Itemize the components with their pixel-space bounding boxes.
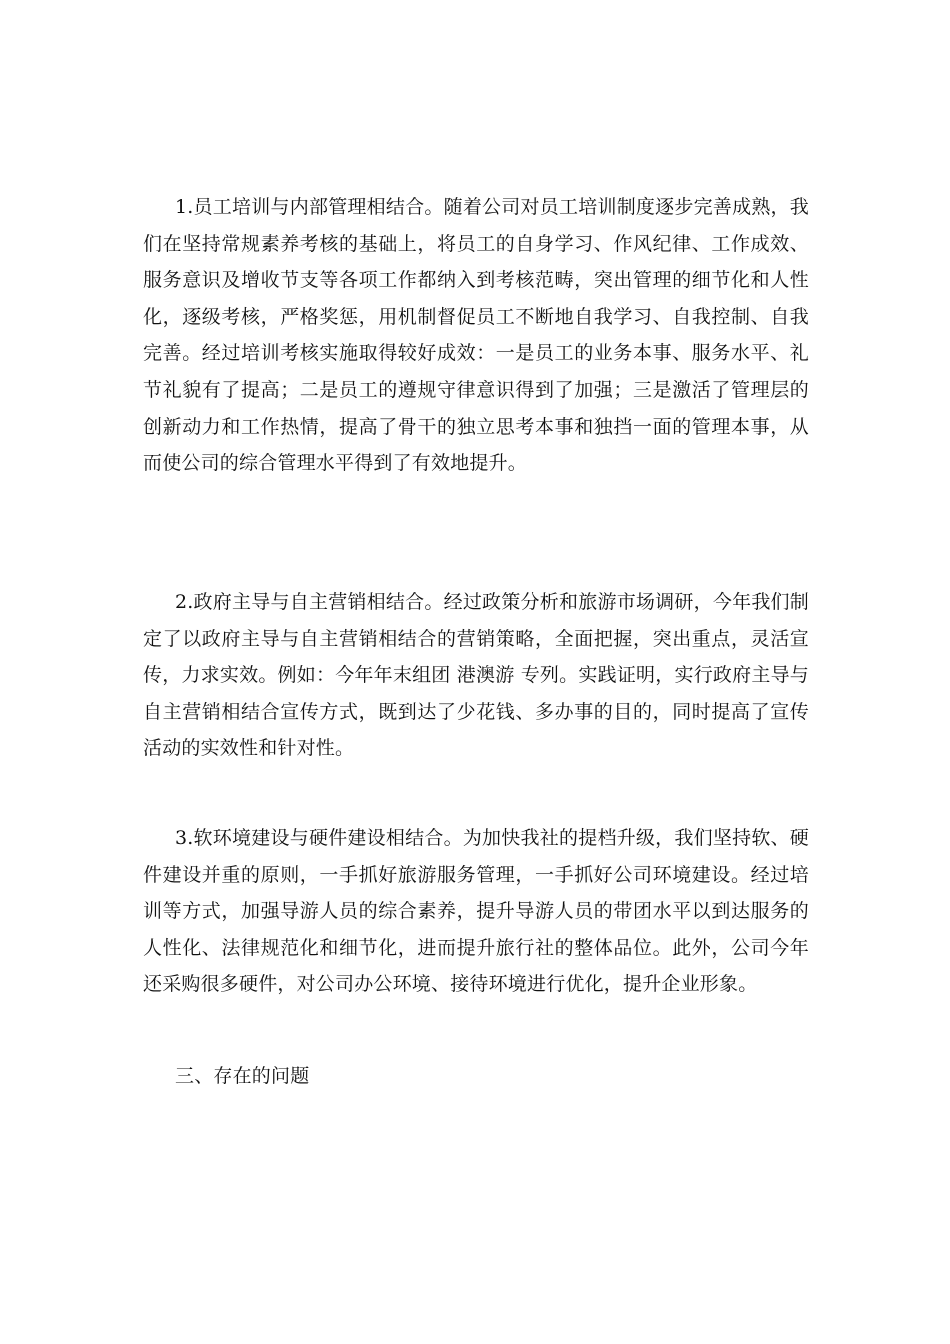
section-heading-problems: 三、存在的问题 bbox=[175, 1065, 310, 1087]
paragraph-employee-training: 1.员工培训与内部管理相结合。随着公司对员工培训制度逐步完善成熟，我们在坚持常规素养考核的基础上，将员工的自身学习、作风纪律、工作成效、服务意识及增收节支等各项工作都纳入到考核范畴，突出管理的细节化和人性化，逐级考核，严格奖惩，用机制督促员工不断地自我学习、自我控制、自我完善。经过培训考核实施取得较好成效：一是员工的业务本事、服务水平、礼节礼貌有了提高；二是员工的遵规守律意识得到了加强；三是激活了管理层的创新动力和工作热情，提高了骨干的独立思考本事和独挡一面的管理本事，从而使公司的综合管理水平得到了有效地提升。 bbox=[143, 196, 809, 475]
paragraph-government-marketing: 2.政府主导与自主营销相结合。经过政策分析和旅游市场调研，今年我们制定了以政府主导与自主营销相结合的营销策略，全面把握，突出重点，灵活宣传，力求实效。例如：今年年末组团 港澳游 专列。实践证明，实行政府主导与自主营销相结合宣传方式，既到达了少花钱、多办事的目的，同时提高了宣传活动的实效性和针对性。 bbox=[143, 591, 809, 760]
paragraph-environment-construction: 3.软环境建设与硬件建设相结合。为加快我社的提档升级，我们坚持软、硬件建设并重的原则，一手抓好旅游服务管理，一手抓好公司环境建设。经过培训等方式，加强导游人员的综合素养，提升导游人员的带团水平以到达服务的人性化、法律规范化和细节化，进而提升旅行社的整体品位。此外，公司今年还采购很多硬件，对公司办公环境、接待环境进行优化，提升企业形象。 bbox=[143, 827, 809, 996]
